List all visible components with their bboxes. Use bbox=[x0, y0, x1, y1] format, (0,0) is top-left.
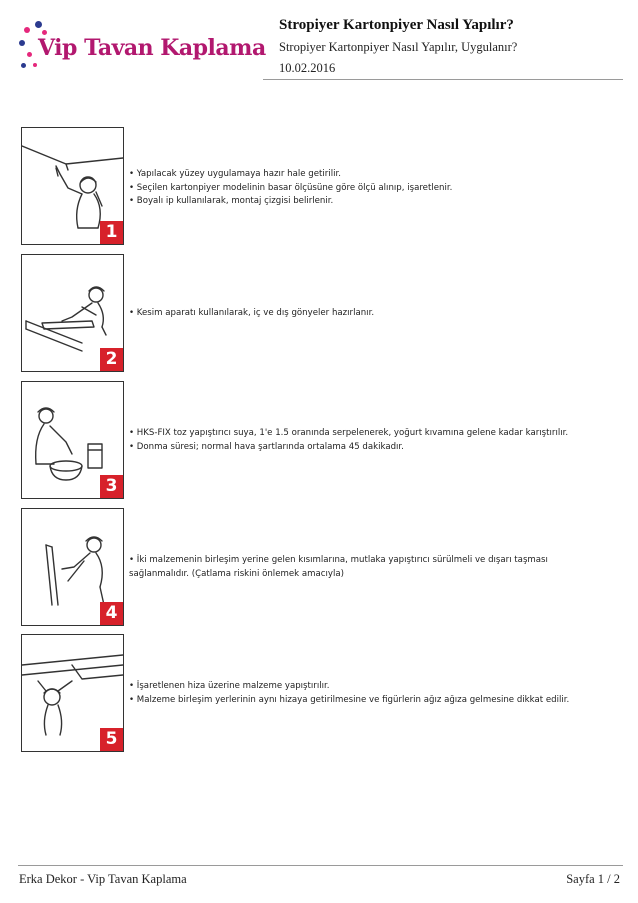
brand-logo bbox=[18, 16, 266, 72]
step-4-line: • İki malzemenin birleşim yerine gelen kısımlarına, mutlaka yapıştırıcı sürülmeli ve dışarı taşması bbox=[129, 555, 548, 565]
step-3-line: • HKS-FIX toz yapıştırıcı suya, 1'e 1.5 oranında serpelenerek, yoğurt kıvamına gelene kadar karıştırılır. bbox=[129, 428, 569, 438]
step-1-line: • Seçilen kartonpiyer modelinin basar ölçüsüne göre ölçü alınıp, işaretlenir. bbox=[129, 182, 453, 193]
step-3-description bbox=[129, 427, 621, 454]
step-number-badge: 2 bbox=[100, 348, 123, 371]
step-1-description bbox=[129, 168, 621, 209]
step-3-illustration bbox=[21, 381, 124, 499]
header-divider bbox=[263, 79, 623, 80]
footer-company: Erka Dekor - Vip Tavan Kaplama bbox=[19, 872, 187, 886]
step-2 bbox=[21, 254, 621, 372]
step-5-description bbox=[129, 680, 621, 707]
step-5 bbox=[21, 634, 621, 752]
page-number: Sayfa 1 / 2 bbox=[566, 872, 620, 886]
step-5-illustration bbox=[21, 634, 124, 752]
step-number-badge: 1 bbox=[100, 221, 123, 244]
step-1-line: • Boyalı ip kullanılarak, montaj çizgisi belirlenir. bbox=[129, 196, 334, 206]
step-1 bbox=[21, 127, 621, 245]
step-2-line: • Kesim aparatı kullanılarak, iç ve dış gönyeler hazırlanır. bbox=[129, 308, 375, 318]
document-title: Stropiyer Kartonpiyer Nasıl Yapılır? bbox=[279, 17, 514, 33]
document-subtitle: Stropiyer Kartonpiyer Nasıl Yapılır, Uygulanır? bbox=[279, 40, 518, 54]
step-1-line: • Yapılacak yüzey uygulamaya hazır hale getirilir. bbox=[129, 169, 341, 179]
document-date: 10.02.2016 bbox=[279, 61, 336, 75]
step-3 bbox=[21, 381, 621, 499]
step-5-line: • İşaretlenen hiza üzerine malzeme yapıştırılır. bbox=[129, 681, 330, 691]
step-number-badge: 3 bbox=[100, 475, 123, 498]
step-2-description bbox=[129, 307, 621, 321]
step-4-line: sağlanmalıdır. (Çatlama riskini önlemek amacıyla) bbox=[129, 568, 344, 579]
page-header bbox=[0, 0, 638, 78]
step-number-badge: 5 bbox=[100, 728, 123, 751]
step-1-illustration bbox=[21, 127, 124, 245]
step-4 bbox=[21, 508, 621, 626]
step-4-illustration bbox=[21, 508, 124, 626]
step-4-description bbox=[129, 554, 621, 581]
step-2-illustration bbox=[21, 254, 124, 372]
step-5-line: • Malzeme birleşim yerlerinin aynı hizaya getirilmesine ve figürlerin ağız ağıza gelmesine dikkat edilir. bbox=[129, 694, 570, 705]
logo-text: Vip Tavan Kaplama bbox=[38, 35, 266, 61]
footer-divider bbox=[18, 865, 623, 866]
step-3-line: • Donma süresi; normal hava şartlarında ortalama 45 dakikadır. bbox=[129, 441, 404, 452]
step-number-badge: 4 bbox=[100, 602, 123, 625]
